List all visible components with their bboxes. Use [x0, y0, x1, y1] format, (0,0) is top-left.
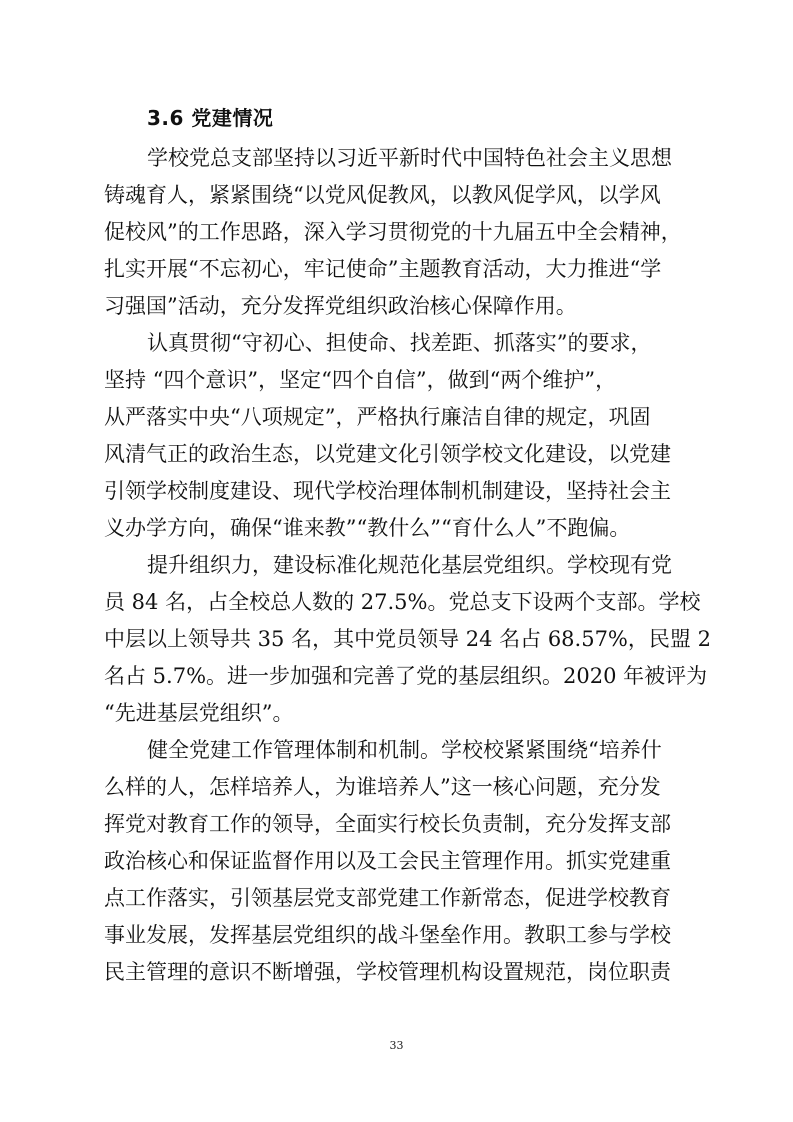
paragraph-line: 挥党对教育工作的领导，全面实行校长负责制，充分发挥支部	[104, 812, 671, 836]
paragraph-line: 么样的人，怎样培养人，为谁培养人”这一核心问题，充分发	[104, 775, 661, 799]
paragraph-line: 扎实开展“不忘初心，牢记使命”主题教育活动，大力推进“学	[104, 257, 662, 281]
paragraph-line: 事业发展，发挥基层党组织的战斗堡垒作用。教职工参与学校	[104, 923, 671, 947]
paragraph-line: 风清气正的政治生态，以党建文化引领学校文化建设，以党建	[104, 442, 671, 466]
paragraph-line: 健全党建工作管理体制和机制。学校校紧紧围绕“培养什	[147, 738, 662, 762]
paragraph-line: 学校党总支部坚持以习近平新时代中国特色社会主义思想	[147, 146, 672, 170]
paragraph-line: 义办学方向，确保“谁来教”“教什么”“育什么人”不跑偏。	[104, 516, 631, 540]
paragraph-line: 认真贯彻“守初心、担使命、找差距、抓落实”的要求，	[147, 331, 652, 355]
paragraph-line: 从严落实中央“八项规定”，严格执行廉洁自律的规定，巩固	[104, 405, 651, 429]
paragraph-line: 铸魂育人，紧紧围绕“以党风促教风，以教风促学风，以学风	[104, 183, 661, 207]
paragraph-line: 民主管理的意识不断增强，学校管理机构设置规范，岗位职责	[104, 960, 671, 984]
paragraph-line: 政治核心和保证监督作用以及工会民主管理作用。抓实党建重	[104, 849, 671, 873]
paragraph-line: 习强国”活动，充分发挥党组织政治核心保障作用。	[104, 294, 577, 318]
paragraph-line: “先进基层党组织”。	[104, 701, 294, 725]
paragraph-line: 坚持 “四个意识”，坚定“四个自信”，做到“两个维护”，	[104, 368, 617, 392]
paragraph-line: 中层以上领导共 35 名，其中党员领导 24 名占 68.57%，民盟 2	[104, 627, 711, 651]
paragraph-line: 促校风”的工作思路，深入学习贯彻党的十九届五中全会精神，	[104, 220, 682, 244]
paragraph-line: 引领学校制度建设、现代学校治理体制机制建设，坚持社会主	[104, 479, 671, 503]
section-heading: 3.6 党建情况	[147, 106, 274, 130]
paragraph-line: 点工作落实，引领基层党支部党建工作新常态，促进学校教育	[104, 886, 671, 910]
paragraph-line: 员 84 名，占全校总人数的 27.5%。党总支下设两个支部。学校	[104, 590, 701, 614]
paragraph-line: 名占 5.7%。进一步加强和完善了党的基层组织。2020 年被评为	[104, 664, 708, 688]
page-number: 33	[389, 1039, 404, 1052]
paragraph-line: 提升组织力，建设标准化规范化基层党组织。学校现有党	[147, 553, 672, 577]
